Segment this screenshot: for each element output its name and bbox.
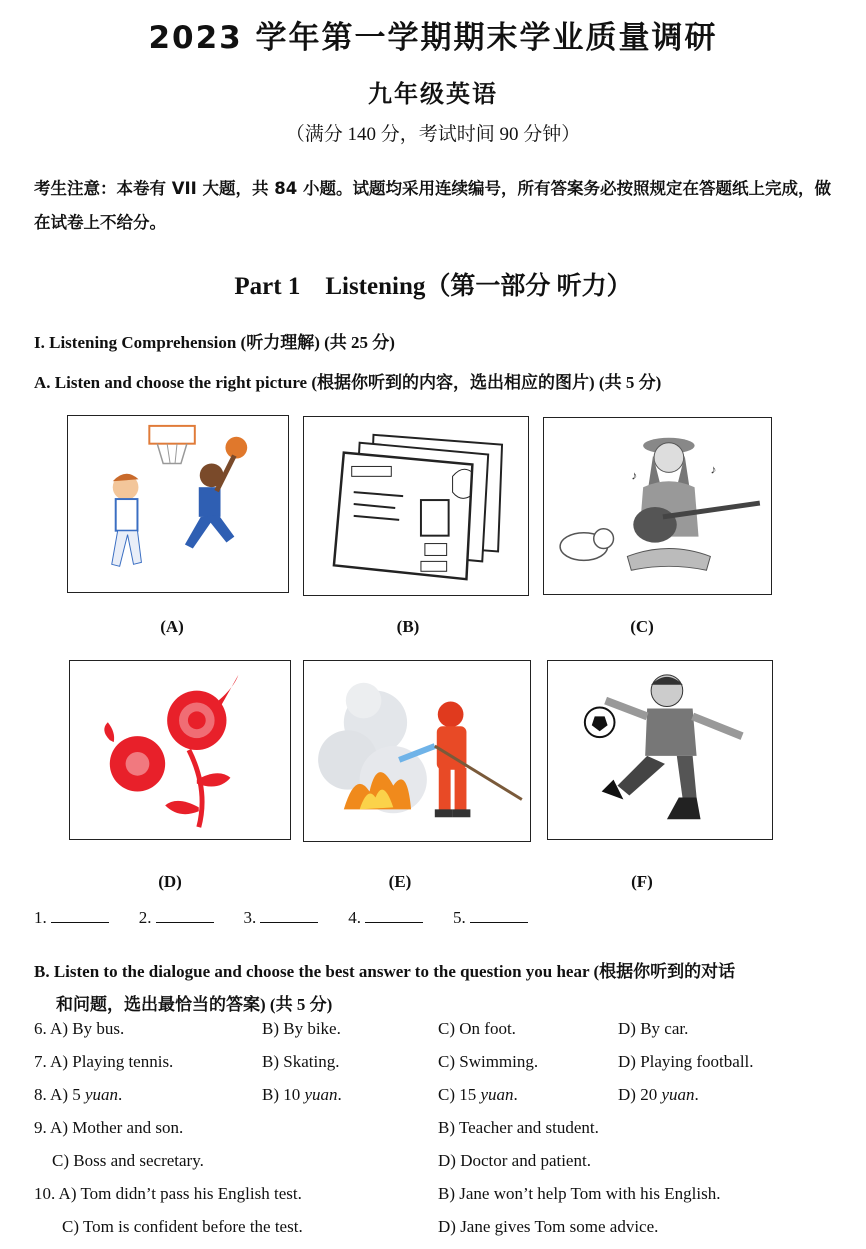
blank-number: 5. [453, 908, 466, 927]
firefighter-icon [304, 661, 530, 841]
q10-option-c: C) Tom is confident before the test. [62, 1217, 303, 1236]
blank-number: 2. [138, 908, 152, 927]
q6-option-a: 6. A) By bus. [34, 1019, 125, 1038]
answer-blank[interactable] [260, 908, 318, 923]
q8-option-b [262, 1085, 342, 1105]
q7-option-c: C) Swimming. [438, 1052, 539, 1071]
svg-text:♪: ♪ [710, 462, 717, 477]
answer-blank[interactable] [470, 908, 528, 923]
blank-item [453, 908, 528, 928]
answer-blanks [34, 908, 558, 928]
picture-e-label: (E) [388, 872, 412, 891]
candidate-notice: 考生注意：本卷有 VII 大题，共 84 小题。试题均采用连续编号，所有答案务必按照规定在答题纸上完成，做在试卷上不给分。 [34, 179, 831, 232]
boy-kicking-football-icon [548, 661, 772, 839]
q8-c-unit: yuan [480, 1085, 514, 1104]
picture-c [543, 417, 772, 595]
q8-option-d [618, 1085, 699, 1105]
blank-item [139, 908, 214, 928]
q10-option-d: D) Jane gives Tom some advice. [438, 1217, 659, 1236]
picture-f [547, 660, 773, 840]
q8-c-text: C) 15 [438, 1085, 481, 1104]
exam-subtitle: 九年级英语 [368, 80, 498, 108]
svg-text:♪: ♪ [631, 468, 638, 483]
exam-title: 2023 学年第一学期期末学业质量调研 [148, 20, 718, 56]
q8-b-text: B) 10 [262, 1085, 305, 1104]
picture-e [303, 660, 531, 842]
q6-option-c: C) On foot. [438, 1019, 516, 1038]
q7-option-a: 7. A) Playing tennis. [34, 1052, 174, 1071]
exam-info: （满分 140 分，考试时间 90 分钟） [285, 124, 581, 145]
section-B-heading-line2: 和问题，选出最恰当的答案) (共 5 分) [56, 995, 333, 1014]
q10-option-b: B) Jane won’t help Tom with his English. [438, 1184, 721, 1203]
q8-d-unit: yuan [661, 1085, 695, 1104]
postcards-icon [304, 417, 528, 595]
basketball-players-icon [68, 416, 288, 592]
q8-a-text: 8. A) 5 [34, 1085, 85, 1104]
answer-blank[interactable] [365, 908, 423, 923]
paper-cut-flower-icon [70, 661, 290, 839]
picture-d [69, 660, 291, 840]
blank-number: 1. [34, 908, 47, 927]
picture-b-label: (B) [396, 617, 420, 636]
picture-a [67, 415, 289, 593]
picture-d-label: (D) [158, 872, 182, 891]
blank-item [244, 908, 319, 928]
q6-option-d: D) By car. [618, 1019, 689, 1038]
q9-option-c: C) Boss and secretary. [52, 1151, 204, 1170]
q9-option-d: D) Doctor and patient. [438, 1151, 591, 1170]
q8-b-end: . [337, 1085, 342, 1104]
blank-number: 4. [348, 908, 361, 927]
q8-a-unit: yuan [85, 1085, 119, 1104]
q10-option-a: 10. A) Tom didn’t pass his English test. [34, 1184, 302, 1203]
blank-item [348, 908, 423, 928]
section-A-heading: A. Listen and choose the right picture (根据你听到的内容，选出相应的图片) (共 5 分) [34, 373, 662, 392]
q9-option-b: B) Teacher and student. [438, 1118, 599, 1137]
section-B-heading-line1: B. Listen to the dialogue and choose the best answer to the question you hear (根据你听到的对话 [34, 962, 736, 981]
q8-d-end: . [694, 1085, 699, 1104]
q7-option-d: D) Playing football. [618, 1052, 754, 1071]
girl-playing-guitar-icon [544, 418, 771, 594]
section-B-heading [34, 955, 834, 1021]
blank-number: 3. [243, 908, 257, 927]
q8-option-c [438, 1085, 518, 1105]
q8-d-text: D) 20 [618, 1085, 662, 1104]
picture-f-label: (F) [631, 872, 653, 891]
q8-option-a [34, 1085, 122, 1105]
picture-b [303, 416, 529, 596]
picture-a-label: (A) [160, 617, 184, 636]
answer-blank[interactable] [51, 908, 109, 923]
q6-option-b: B) By bike. [262, 1019, 341, 1038]
q8-b-unit: yuan [304, 1085, 338, 1104]
picture-c-label: (C) [630, 617, 654, 636]
part-heading: Part 1 Listening（第一部分 听力） [234, 273, 632, 300]
q8-a-end: . [118, 1085, 123, 1104]
answer-blank[interactable] [156, 908, 214, 923]
q9-option-a: 9. A) Mother and son. [34, 1118, 184, 1137]
section-I-heading: I. Listening Comprehension (听力理解) (共 25 分) [34, 333, 395, 352]
blank-item [34, 908, 109, 928]
q7-option-b: B) Skating. [262, 1052, 340, 1071]
q8-c-end: . [513, 1085, 518, 1104]
